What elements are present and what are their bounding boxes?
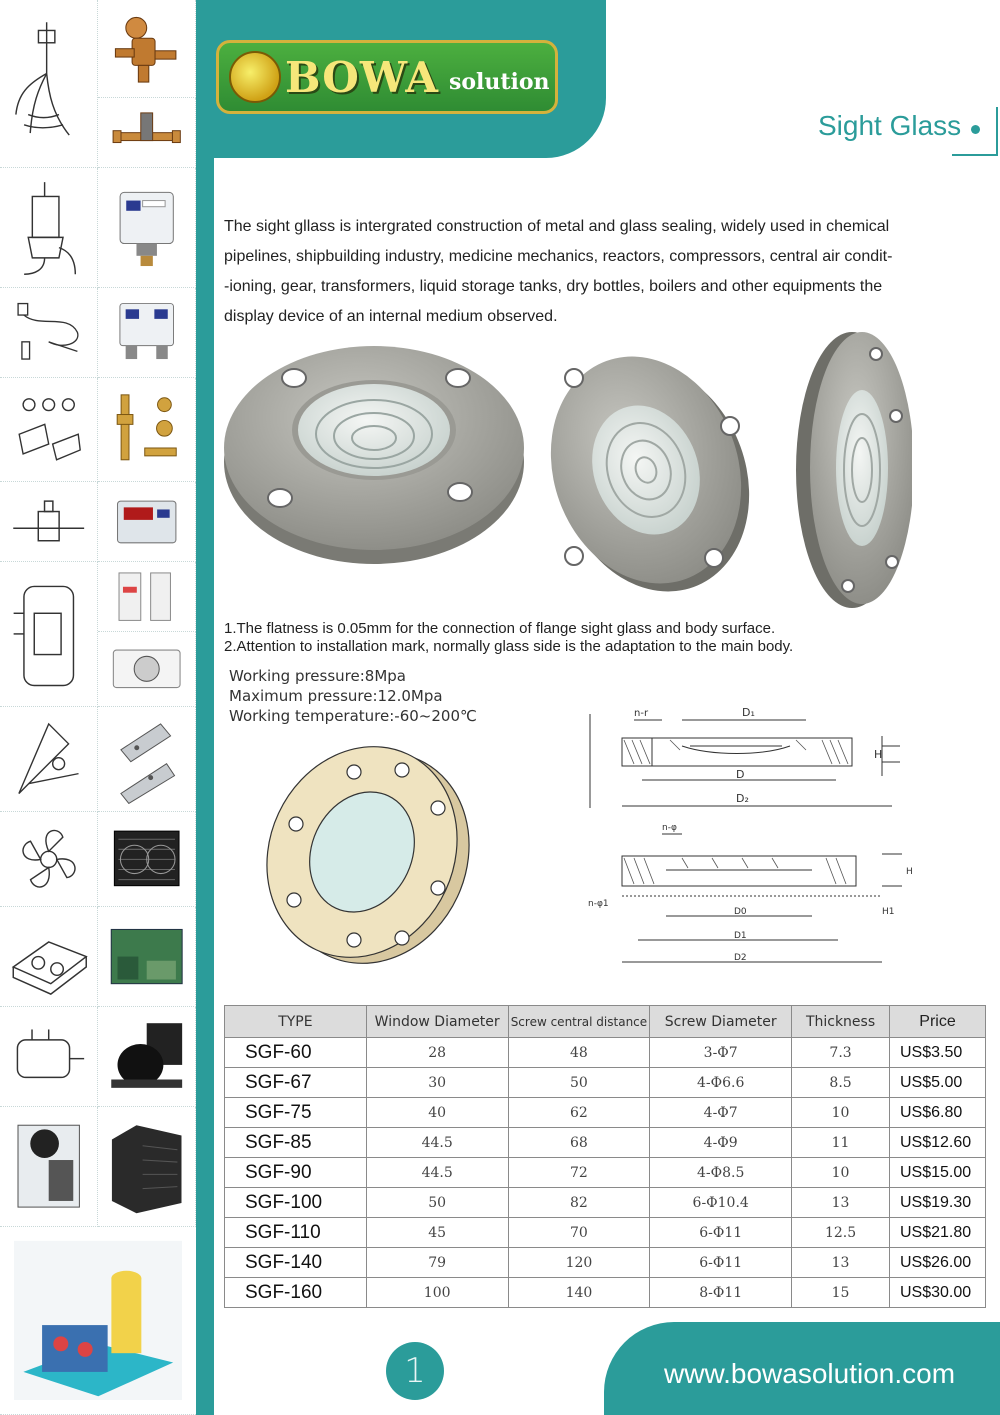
cell-price: US$6.80 xyxy=(890,1098,986,1128)
cell-screw-diameter: 8-Φ11 xyxy=(650,1278,792,1308)
intro-paragraph xyxy=(224,212,936,332)
evaporator-unit-icon xyxy=(98,632,196,707)
table-row xyxy=(225,1218,986,1248)
cell-type: SGF-67 xyxy=(225,1068,367,1098)
working-specs xyxy=(229,666,477,726)
cell-screw-diameter: 6-Φ11 xyxy=(650,1248,792,1278)
cell-screw-distance: 72 xyxy=(508,1158,650,1188)
header-thickness: Thickness xyxy=(792,1006,890,1038)
cell-type: SGF-90 xyxy=(225,1158,367,1188)
temperature-controller-icon xyxy=(98,482,196,562)
sight-glass-spec-table xyxy=(224,1005,986,1308)
label-n-phi1: n-φ1 xyxy=(588,899,609,909)
technical-drawing xyxy=(582,696,922,981)
cell-thickness: 10 xyxy=(792,1158,890,1188)
cell-window-diameter: 44.5 xyxy=(366,1128,508,1158)
cell-screw-diameter: 3-Φ7 xyxy=(650,1038,792,1068)
compressor-sketch-icon xyxy=(0,1007,98,1107)
label-d2-lower: D2 xyxy=(734,953,747,963)
cell-type: SGF-85 xyxy=(225,1128,367,1158)
cell-price: US$5.00 xyxy=(890,1068,986,1098)
bowa-logo xyxy=(216,40,558,114)
cell-thickness: 10 xyxy=(792,1098,890,1128)
brass-valve-icon xyxy=(98,98,196,168)
condenser-box-sketch-icon xyxy=(0,1107,98,1227)
label-d: D xyxy=(736,768,745,781)
label-d2: D₂ xyxy=(736,792,749,805)
header-type: TYPE xyxy=(225,1006,367,1038)
website-url[interactable]: www.bowasolution.com xyxy=(664,1358,956,1389)
cell-type: SGF-160 xyxy=(225,1278,367,1308)
label-d1-lower: D1 xyxy=(734,931,747,941)
cell-window-diameter: 28 xyxy=(366,1038,508,1068)
logo-main-text: BOWA xyxy=(285,52,439,102)
spec-working-pressure: Working pressure:8Mpa xyxy=(229,667,406,685)
cell-type: SGF-100 xyxy=(225,1188,367,1218)
phase-protector-icon xyxy=(98,562,196,632)
note-line: 1.The flatness is 0.05mm for the connection of flange sight glass and body surface. xyxy=(224,620,776,637)
header-screw-diameter: Screw Diameter xyxy=(650,1006,792,1038)
cell-price: US$3.50 xyxy=(890,1038,986,1068)
cell-thickness: 15 xyxy=(792,1278,890,1308)
header-window-diameter: Window Diameter xyxy=(366,1006,508,1038)
logo-globe-icon xyxy=(229,51,281,103)
label-d1: D₁ xyxy=(742,706,755,719)
label-d0: D0 xyxy=(734,907,747,917)
cell-price: US$30.00 xyxy=(890,1278,986,1308)
cell-price: US$21.80 xyxy=(890,1218,986,1248)
table-row xyxy=(225,1248,986,1278)
cell-window-diameter: 40 xyxy=(366,1098,508,1128)
cell-screw-diameter: 6-Φ11 xyxy=(650,1218,792,1248)
fittings-sketch-icon xyxy=(0,378,98,482)
check-valve-sketch-icon xyxy=(0,482,98,562)
table-row xyxy=(225,1038,986,1068)
thermostat-sketch-icon xyxy=(0,707,98,812)
label-n-r: n-r xyxy=(634,708,649,719)
spec-maximum-pressure: Maximum pressure:12.0Mpa xyxy=(229,687,443,705)
capillary-tube-sketch-icon xyxy=(0,288,98,378)
cell-type: SGF-110 xyxy=(225,1218,367,1248)
cell-screw-distance: 68 xyxy=(508,1128,650,1158)
cell-price: US$12.60 xyxy=(890,1128,986,1158)
cell-screw-distance: 140 xyxy=(508,1278,650,1308)
installation-notes xyxy=(224,620,793,656)
intro-line: pipelines, shipbuilding industry, medicine mechanics, reactors, compressors, central air condit- xyxy=(224,248,893,265)
table-row xyxy=(225,1188,986,1218)
brass-fittings-icon xyxy=(98,378,196,482)
sight-glass-photo-front xyxy=(224,346,524,564)
solenoid-coil-sketch-icon xyxy=(0,0,98,168)
condensing-unit-icon xyxy=(98,907,196,1007)
cell-screw-diameter: 4-Φ9 xyxy=(650,1128,792,1158)
air-cooler-sketch-icon xyxy=(0,907,98,1007)
cell-screw-distance: 70 xyxy=(508,1218,650,1248)
dual-pressure-controller-icon xyxy=(98,288,196,378)
cell-screw-distance: 50 xyxy=(508,1068,650,1098)
cell-thickness: 7.3 xyxy=(792,1038,890,1068)
label-n-phi: n-φ xyxy=(662,823,677,833)
cell-window-diameter: 50 xyxy=(366,1188,508,1218)
cell-screw-diameter: 4-Φ7 xyxy=(650,1098,792,1128)
expansion-valve-icon xyxy=(98,0,196,98)
intro-line: -ioning, gear, transformers, liquid storage tanks, dry bottles, boilers and other equipments the xyxy=(224,278,883,295)
table-row xyxy=(225,1068,986,1098)
cell-screw-distance: 48 xyxy=(508,1038,650,1068)
cell-price: US$19.30 xyxy=(890,1188,986,1218)
cell-window-diameter: 30 xyxy=(366,1068,508,1098)
pressure-switch-sketch-icon xyxy=(0,168,98,288)
cell-thickness: 11 xyxy=(792,1128,890,1158)
cell-screw-diameter: 4-Φ6.6 xyxy=(650,1068,792,1098)
door-hinge-icon xyxy=(98,707,196,812)
cell-screw-distance: 82 xyxy=(508,1188,650,1218)
pressure-controller-icon xyxy=(98,168,196,288)
page-title: Sight Glass xyxy=(818,110,962,141)
title-dot-icon xyxy=(971,125,980,134)
header-screw-central-distance: Screw central distance xyxy=(508,1006,650,1038)
cell-window-diameter: 79 xyxy=(366,1248,508,1278)
cell-price: US$26.00 xyxy=(890,1248,986,1278)
cell-screw-distance: 62 xyxy=(508,1098,650,1128)
compressor-unit-icon xyxy=(98,1007,196,1107)
sight-glass-photo-side xyxy=(796,332,912,608)
cell-type: SGF-60 xyxy=(225,1038,367,1068)
cell-thickness: 12.5 xyxy=(792,1218,890,1248)
title-underline xyxy=(952,154,998,156)
water-chiller-icon xyxy=(98,1107,196,1227)
fan-blade-sketch-icon xyxy=(0,812,98,907)
table-row xyxy=(225,1158,986,1188)
cell-screw-diameter: 6-Φ10.4 xyxy=(650,1188,792,1218)
table-header-row xyxy=(225,1006,986,1038)
cell-thickness: 13 xyxy=(792,1188,890,1218)
label-h1: H1 xyxy=(882,907,895,917)
label-h-lower: H xyxy=(906,867,913,877)
refrigeration-rack-icon xyxy=(0,1227,196,1415)
table-row xyxy=(225,1098,986,1128)
condenser-coil-icon xyxy=(98,812,196,907)
logo-sub-text: solution xyxy=(448,69,550,95)
cell-window-diameter: 100 xyxy=(366,1278,508,1308)
scroll-compressor-sketch-icon xyxy=(0,562,98,707)
teal-divider-strip xyxy=(196,0,214,1415)
page-number-badge: 1 xyxy=(386,1342,444,1400)
cell-thickness: 13 xyxy=(792,1248,890,1278)
spec-working-temperature: Working temperature:-60~200℃ xyxy=(229,707,477,725)
cell-type: SGF-140 xyxy=(225,1248,367,1278)
cell-screw-diameter: 4-Φ8.5 xyxy=(650,1158,792,1188)
product-photos xyxy=(222,330,912,610)
cell-window-diameter: 45 xyxy=(366,1218,508,1248)
intro-line: display device of an internal medium observed. xyxy=(224,308,558,325)
cell-thickness: 8.5 xyxy=(792,1068,890,1098)
intro-line: The sight gllass is intergrated construction of metal and glass sealing, widely used in chemical xyxy=(224,218,890,235)
product-thumbnail-strip xyxy=(0,0,196,1415)
header-price: Price xyxy=(890,1006,986,1038)
cell-type: SGF-75 xyxy=(225,1098,367,1128)
table-row xyxy=(225,1128,986,1158)
sight-glass-photo-angled xyxy=(520,330,780,610)
table-row xyxy=(225,1278,986,1308)
flange-illustration xyxy=(262,740,482,970)
cell-screw-distance: 120 xyxy=(508,1248,650,1278)
cell-price: US$15.00 xyxy=(890,1158,986,1188)
cell-window-diameter: 44.5 xyxy=(366,1158,508,1188)
label-h: H xyxy=(874,748,883,761)
title-side-rule xyxy=(996,107,998,156)
note-line: 2.Attention to installation mark, normally glass side is the adaptation to the main body. xyxy=(224,638,794,655)
